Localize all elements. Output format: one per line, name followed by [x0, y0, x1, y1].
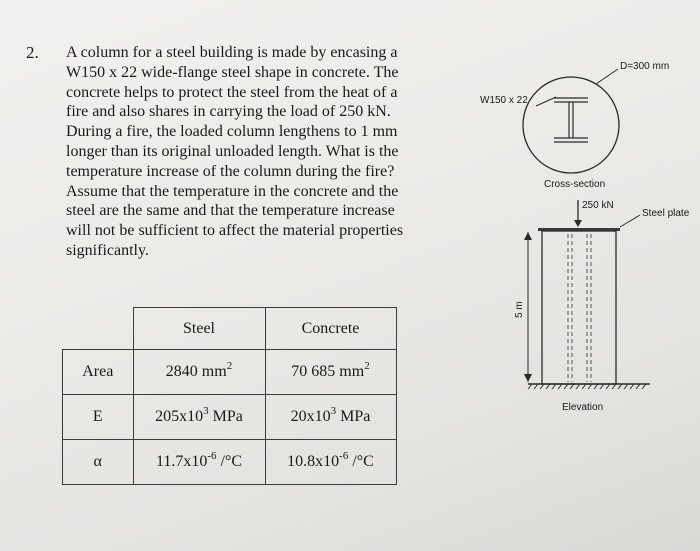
column-outline — [542, 231, 616, 384]
load-arrowhead — [574, 220, 582, 227]
material-properties-table — [62, 307, 397, 485]
steel-alpha-cell: $11.7x10^{-6}$ /°C — [133, 440, 265, 485]
wide-flange-shape — [554, 98, 588, 142]
problem-line: W150 x 22 wide-flange steel shape in concrete. The — [66, 63, 399, 81]
problem-statement — [66, 43, 466, 261]
row-label-alpha: α — [63, 440, 134, 485]
question-number: 2. — [26, 43, 39, 62]
table-header-row — [63, 308, 397, 350]
problem-line: concrete helps to protect the steel from the heat of a — [66, 83, 398, 101]
plate-leader — [620, 215, 640, 227]
problem-line: longer than its original unloaded length. What is the — [66, 142, 399, 160]
problem-line: During a fire, the loaded column lengthens to 1 mm — [66, 123, 398, 141]
steel-modulus-cell: $205x10^3$ MPa — [133, 395, 265, 440]
height-dimension — [514, 232, 532, 382]
table-row — [63, 350, 397, 395]
header-steel: Steel — [133, 308, 265, 350]
elevation-diagram — [514, 200, 690, 413]
shape-label: W150 x 22 — [480, 95, 528, 106]
dimension-arrowhead-bottom — [524, 374, 532, 382]
table-corner — [63, 308, 134, 350]
table-row — [63, 440, 397, 485]
problem-line: A column for a steel building is made by encasing a — [66, 44, 398, 61]
header-concrete: Concrete — [265, 308, 396, 350]
concrete-circle — [523, 77, 619, 173]
column-figure — [460, 40, 700, 430]
plate-label: Steel plate — [642, 208, 690, 219]
diameter-label: D=300 mm — [620, 61, 670, 72]
problem-line: significantly. — [66, 241, 149, 259]
dimension-arrowhead-top — [524, 232, 532, 240]
problem-line: temperature increase of the column during the fire? — [66, 162, 395, 180]
cross-section-caption: Cross-section — [544, 179, 606, 190]
concrete-area-cell: 70 685 $mm^2$ — [265, 350, 396, 395]
problem-line: Assume that the temperature in the concrete and the — [66, 182, 399, 200]
load-label: 250 kN — [582, 200, 614, 211]
steel-area-cell: 2840 $mm^2$ — [133, 350, 265, 395]
height-label: 5 m — [514, 301, 525, 318]
problem-line: fire and also shares in carrying the load of 250 kN. — [66, 103, 391, 121]
shape-leader — [536, 97, 556, 106]
row-label-modulus: E — [63, 395, 134, 440]
concrete-modulus-cell: $20x10^3$ MPa — [265, 395, 396, 440]
diameter-leader — [596, 69, 618, 84]
problem-line: steel are the same and that the temperature increase — [66, 202, 395, 220]
problem-line: will not be sufficient to affect the material properties — [66, 222, 404, 240]
table-row — [63, 395, 397, 440]
concrete-alpha-cell: $10.8x10^{-6}$ /°C — [265, 440, 396, 485]
elevation-caption: Elevation — [562, 402, 604, 413]
row-label-area: Area — [63, 350, 134, 395]
cross-section-diagram — [480, 61, 669, 190]
